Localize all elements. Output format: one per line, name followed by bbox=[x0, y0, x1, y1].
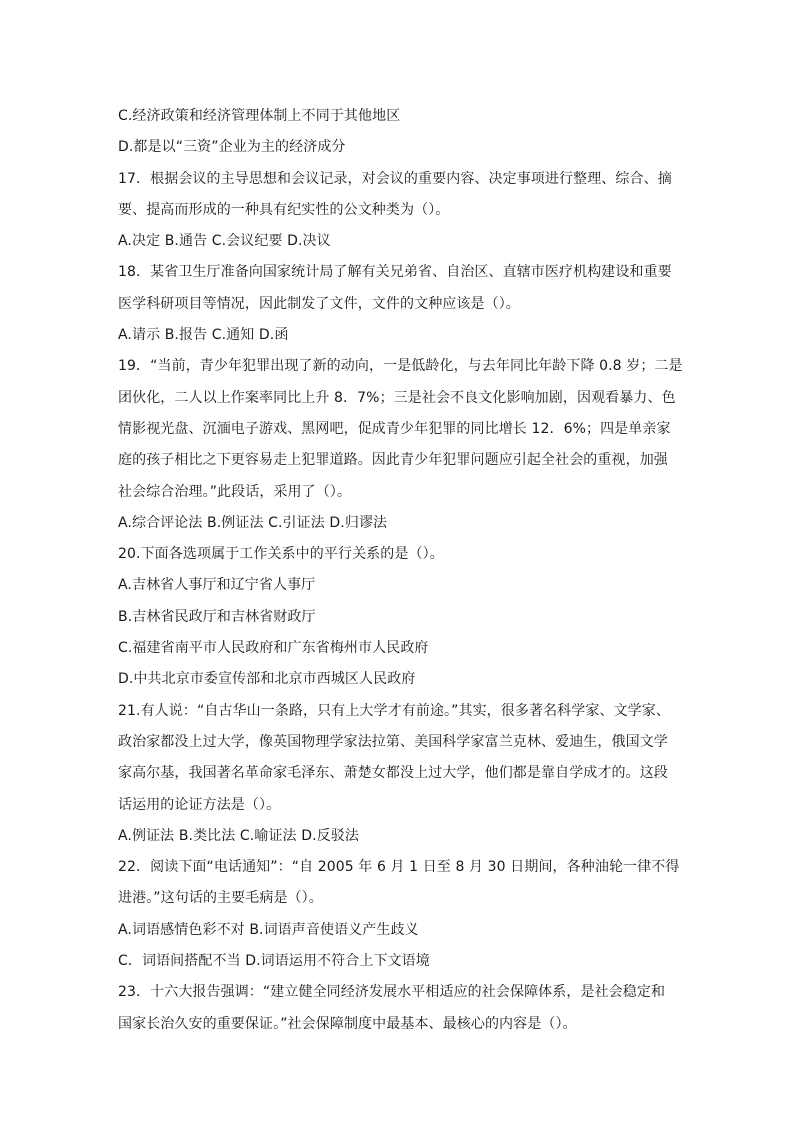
question-18-line-1: 18．某省卫生厅准备向国家统计局了解有关兄弟省、自治区、直辖市医疗机构建设和重要 bbox=[118, 264, 672, 281]
question-19-line-4: 庭的孩子相比之下更容易走上犯罪道路。因此青少年犯罪问题应引起全社会的重视，加强 bbox=[118, 452, 668, 469]
document-body bbox=[118, 101, 688, 1040]
question-21-line-4: 话运用的论证方法是（）。 bbox=[118, 796, 281, 813]
question-17-options: A.决定 B.通告 C.会议纪要 D.决议 bbox=[118, 233, 331, 250]
question-17-line-1: 17．根据会议的主导思想和会议记录，对会议的重要内容、决定事项进行整理、综合、摘 bbox=[118, 170, 672, 187]
question-18-options: A.请示 B.报告 C.通知 D.函 bbox=[118, 327, 289, 344]
question-19-line-3: 情影视光盘、沉湎电子游戏、黑网吧，促成青少年犯罪的同比增长 12．6%；四是单亲家 bbox=[118, 420, 671, 437]
question-18-line-2: 医学科研项目等情况，因此制发了文件，文件的文种应该是（）。 bbox=[118, 295, 520, 312]
question-22-line-1: 22．阅读下面“电话通知”：“自 2005 年 6 月 1 日至 8 月 30 日期间，各种油轮一律不得 bbox=[118, 859, 680, 876]
question-21-options: A.例证法 B.类比法 C.喻证法 D.反驳法 bbox=[118, 827, 359, 844]
question-20-option-a: A.吉林省人事厅和辽宁省人事厅 bbox=[118, 577, 316, 594]
question-20-line-1: 20.下面各选项属于工作关系中的平行关系的是（）。 bbox=[118, 546, 444, 563]
question-19-options: A.综合评论法 B.例证法 C.引证法 D.归谬法 bbox=[118, 514, 388, 531]
option-line-16d: D.都是以“三资”企业为主的经济成分 bbox=[118, 139, 346, 156]
option-line-16c: C.经济政策和经济管理体制上不同于其他地区 bbox=[118, 108, 401, 124]
question-23-line-2: 国家长治久安的重要保证。”社会保障制度中最基本、最核心的内容是（）。 bbox=[118, 1015, 577, 1032]
question-19-line-5: 社会综合治理。”此段话，采用了（）。 bbox=[118, 483, 352, 500]
question-20-option-d: D.中共北京市委宣传部和北京市西城区人民政府 bbox=[118, 671, 416, 688]
question-20-option-b: B.吉林省民政厅和吉林省财政厅 bbox=[118, 608, 316, 625]
question-22-options-ab: A.词语感情色彩不对 B.词语声音使语义产生歧义 bbox=[118, 921, 419, 938]
question-21-line-3: 家高尔基，我国著名革命家毛泽东、萧楚女都没上过大学，他们都是靠自学成才的。这段 bbox=[118, 765, 668, 782]
question-20-option-c: C.福建省南平市人民政府和广东省梅州市人民政府 bbox=[118, 640, 429, 657]
question-23-line-1: 23．十六大报告强调：“建立健全同经济发展水平相适应的社会保障体系，是社会稳定和 bbox=[118, 984, 666, 1001]
question-19-line-2: 团伙化，二人以上作案率同比上升 8．7%；三是社会不良文化影响加剧，因观看暴力、色 bbox=[118, 389, 676, 406]
question-19-line-1: 19．“当前，青少年犯罪出现了新的动向，一是低龄化，与去年同比年龄下降 0.8 岁；二是 bbox=[118, 358, 683, 375]
question-21-line-2: 政治家都没上过大学，像英国物理学家法拉第、美国科学家富兰克林、爱迪生，俄国文学 bbox=[118, 733, 668, 750]
question-17-line-2: 要、提高而形成的一种具有纪实性的公文种类为（）。 bbox=[118, 201, 450, 218]
question-22-options-cd: C．词语间搭配不当 D.词语运用不符合上下文语境 bbox=[118, 953, 430, 970]
question-22-line-2: 进港。”这句话的主要毛病是（）。 bbox=[118, 890, 323, 907]
question-21-line-1: 21.有人说：“自古华山一条路，只有上大学才有前途。”其实，很多著名科学家、文学家、 bbox=[118, 702, 670, 719]
